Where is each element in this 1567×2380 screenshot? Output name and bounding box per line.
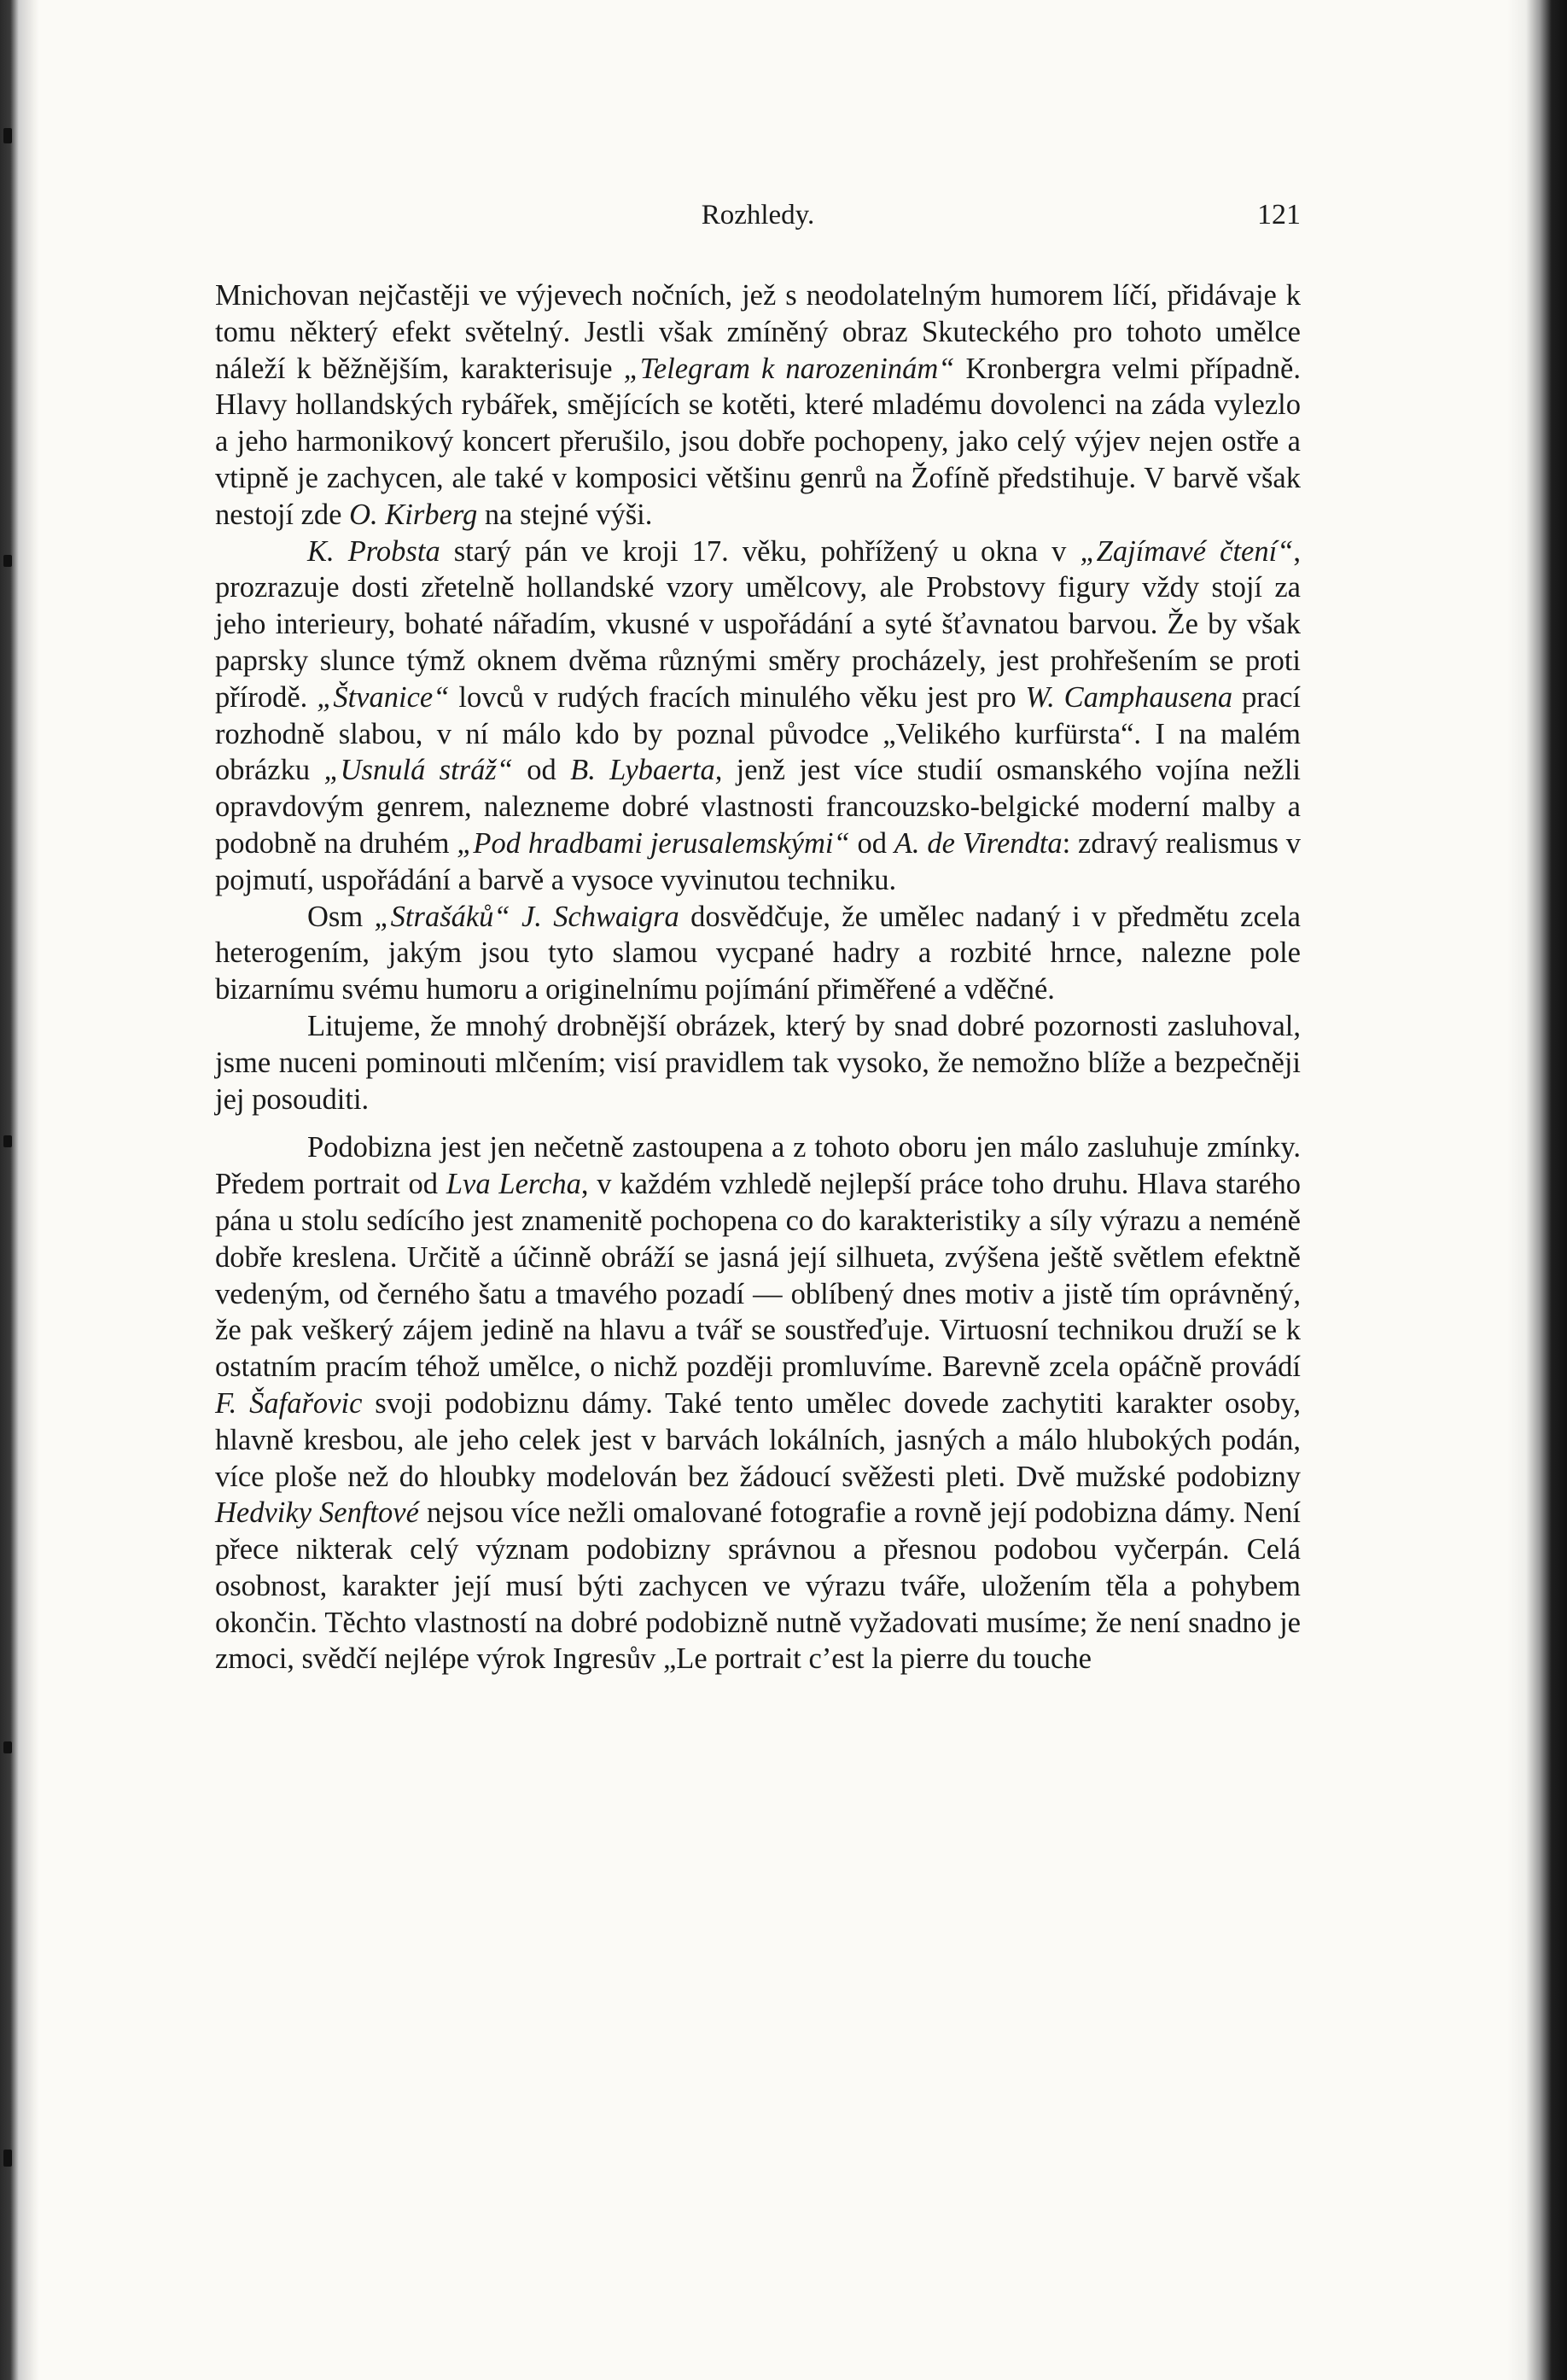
binding-mark xyxy=(3,128,12,143)
paragraph xyxy=(215,1129,1301,1677)
italic-run: O. Kirberg xyxy=(349,498,478,531)
text-run: Litujeme, že mnohý drobnější obrázek, který by snad dobré pozornosti zasluhoval, jsme nuceni pominouti mlčením; visí pravidlem tak vysoko, že nemožno blíže a bezpečněji jej posouditi. xyxy=(215,1009,1301,1116)
italic-run: W. Camphausena xyxy=(1025,680,1233,714)
italic-run: „Štvanice“ xyxy=(317,680,450,714)
text-run: dosvědčuje, že umělec nadaný i v předmětu zcela heterogením, jakým jsou tyto slamou vycpané hadry a rozbité hrnce, nalezne pole bizarnímu svému humoru a originelnímu pojímání přiměřené a vděčné. xyxy=(215,900,1301,1006)
text-run: : zdravý realismus v pojmutí, uspořádání a barvě a vysoce vyvinutou techniku. xyxy=(215,826,1302,896)
italic-run: „Pod hradbami jerusalemskými“ xyxy=(457,826,850,860)
italic-run: B. Lybaerta, xyxy=(570,754,723,787)
text-run: lovců v rudých fracích minulého věku jest pro xyxy=(449,680,1026,714)
binding-mark xyxy=(3,2150,12,2167)
text-run: Osm xyxy=(307,900,375,933)
text-run: , prozrazuje dosti zřetelně hollandské vzory umělcovy, ale Probstovy figury vždy stojí za jeho interieury, bohaté nářadím, vkusné v uspořádání a syté šťavnatou barvou. Že by však paprsky slunce týmž oknem dvěma různými směry procházely, jest prohřešením se proti přírodě. xyxy=(215,534,1301,714)
page-header xyxy=(215,198,1301,232)
italic-run: Hedviky Senftové xyxy=(215,1496,419,1530)
text-run: Kronbergra velmi případně. Hlavy hollandských rybářek, smějících se kotěti, které mladému dovolenci na záda vylezlo a jeho harmonikový koncert přerušilo, jsou dobře pochopeny, jako celý výjev nejen ostře a vtipně je zachycen, ale také v komposici většinu genrů na Žofíně předstihuje. V barvě však nestojí zde xyxy=(215,352,1301,531)
italic-run: „Usnulá stráž“ xyxy=(323,754,513,787)
text-run: Mnichovan nejčastěji ve výjevech nočních, jež s neodolatelným humorem líčí, přidávaje k tomu některý efekt světelný. Jestli však zmíněný obraz Skuteckého pro tohoto umělce náleží k běžnějším, karakterisuje xyxy=(215,279,1301,385)
text-run: starý pán ve kroji 17. věku, pohřížený u okna v xyxy=(440,534,1081,568)
text-run: od xyxy=(512,754,571,787)
article-body xyxy=(215,277,1301,1677)
text-run: od xyxy=(849,826,894,860)
paragraph xyxy=(215,899,1301,1008)
scan-border-right xyxy=(1507,0,1567,2380)
text-run: Podobizna jest jen nečetně zastoupena a z tohoto oboru jen málo zasluhuje zmínky. Předem portrait od xyxy=(215,1131,1301,1201)
text-run: nejsou více nežli omalované fotografie a rovně její podobizna dámy. Není přece nikterak celý význam podobizny správnou a přesnou podobou vyčerpán. Celá osobnost, karakter její musí býti zachycen ve výrazu tváře, uložením těla a pohybem okončin. Těchto vlastností na dobré podobizně nutně vyžadovati musíme; že není snadno je zmoci, svědčí nejlépe výrok Ingresův „Le portrait c’est la pierre du touche xyxy=(215,1496,1301,1676)
paragraph xyxy=(215,277,1301,534)
page-number: 121 xyxy=(1257,199,1301,230)
paragraph xyxy=(215,1008,1301,1117)
italic-run: A. de Virendta xyxy=(894,826,1063,860)
text-run: prací rozhodně slabou, v ní málo kdo by poznal původce „Velikého kurfürsta“. I na malém obrázku xyxy=(215,680,1301,787)
italic-run: F. Šafařovic xyxy=(215,1386,363,1420)
binding-mark xyxy=(3,555,12,567)
scan-border-left xyxy=(0,0,39,2380)
text-run: jenž jest více studií osmanského vojína nežli opravdovým genrem, nalezneme dobré vlastnosti francouzsko-belgické moderní malby a podobně na druhém xyxy=(215,754,1301,860)
text-run: na stejné výši. xyxy=(477,498,653,531)
italic-run: „Telegram k narozeninám“ xyxy=(623,352,955,385)
binding-mark xyxy=(3,1741,12,1753)
italic-run: „Zajímavé čtení“ xyxy=(1080,534,1294,568)
binding-mark xyxy=(3,1135,12,1147)
text-run: svoji podobiznu dámy. Také tento umělec dovede zachytiti karakter osoby, hlavně kresbou, ale jeho celek jest v barvách lokálních, jasných a málo hlubokých podán, více ploše než do hloubky modelován bez žádoucí svěžesti pleti. Dvě mužské podobizny xyxy=(215,1386,1301,1493)
italic-run: Lva Lercha xyxy=(446,1168,581,1201)
running-title: Rozhledy. xyxy=(701,200,815,230)
text-run: , v každém vzhledě nejlepší práce toho druhu. Hlava starého pána u stolu sedícího jest znamenitě pochopena co do karakteristiky a síly výrazu a neméně dobře kreslena. Určitě a účinně obráží se jasná její silhueta, zvýšena ještě světlem efektně vedeným, od černého šatu a tmavého pozadí — oblíbený dnes motiv a jistě tím oprávněný, že pak veškerý zájem jedině na hlavu a tvář se soustřeďuje. Virtuosní technikou druží se k ostatním pracím téhož umělce, o nichž později promluvíme. Barevně zcela opáčně provádí xyxy=(215,1168,1301,1384)
paragraph xyxy=(215,534,1301,899)
italic-run: „Strašáků“ J. Schwaigra xyxy=(374,900,679,933)
italic-run: K. Probsta xyxy=(307,534,440,568)
